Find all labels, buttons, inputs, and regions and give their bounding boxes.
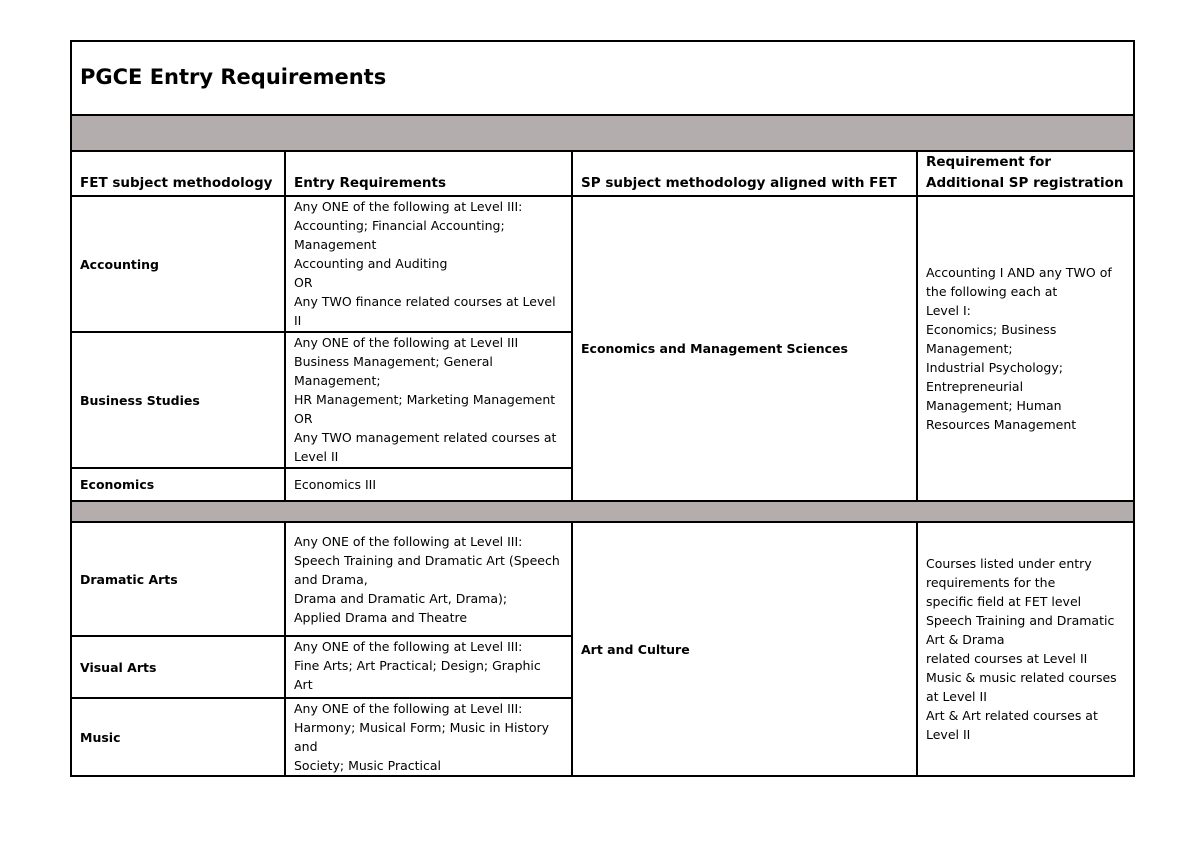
subject-visual-arts: Visual Arts — [71, 636, 285, 698]
section-divider — [71, 501, 1134, 522]
page-title: PGCE Entry Requirements — [80, 64, 387, 89]
requirements-dramatic-arts: Any ONE of the following at Level III: Speech Training and Dramatic Art (Speech and Drama, Drama and Dramatic Art, Drama); Applied Drama and Theatre — [285, 522, 572, 636]
requirements-visual-arts: Any ONE of the following at Level III: Fine Arts; Art Practical; Design; Graphic Art — [285, 636, 572, 698]
sp-methodology-art-culture: Art and Culture — [572, 522, 917, 776]
requirements-music: Any ONE of the following at Level III: Harmony; Musical Form; Music in History and Society; Music Practical — [285, 698, 572, 776]
requirements-accounting: Any ONE of the following at Level III: Accounting; Financial Accounting; Management Accounting and Auditing OR Any TWO finance related courses at Level II — [285, 196, 572, 332]
header-additional: Requirement for Additional SP registration — [917, 151, 1134, 196]
requirements-table — [70, 40, 1135, 777]
header-entry: Entry Requirements — [285, 151, 572, 196]
additional-requirements-art-culture: Courses listed under entry requirements for the specific field at FET level Speech Training and Dramatic Art & Drama related courses at Level II Music & music related courses at Level II Art & Art related courses at Level II — [917, 522, 1134, 776]
table-row — [71, 522, 1134, 636]
table-row — [71, 196, 1134, 332]
subject-dramatic-arts: Dramatic Arts — [71, 522, 285, 636]
subject-economics: Economics — [71, 468, 285, 501]
subject-business-studies: Business Studies — [71, 332, 285, 468]
header-fet: FET subject methodology — [71, 151, 285, 196]
header-row — [71, 151, 1134, 196]
additional-requirements-ems: Accounting I AND any TWO of the following each at Level I: Economics; Business Management; Industrial Psychology; Entrepreneurial Management; Human Resources Management — [917, 196, 1134, 501]
requirements-document — [70, 40, 1133, 777]
requirements-business-studies: Any ONE of the following at Level III Business Management; General Management; HR Management; Marketing Management OR Any TWO management related courses at Level II — [285, 332, 572, 468]
title-cell — [71, 41, 1134, 115]
requirements-economics: Economics III — [285, 468, 572, 501]
subject-music: Music — [71, 698, 285, 776]
section-divider — [71, 115, 1134, 151]
subject-accounting: Accounting — [71, 196, 285, 332]
header-sp: SP subject methodology aligned with FET — [572, 151, 917, 196]
sp-methodology-ems: Economics and Management Sciences — [572, 196, 917, 501]
